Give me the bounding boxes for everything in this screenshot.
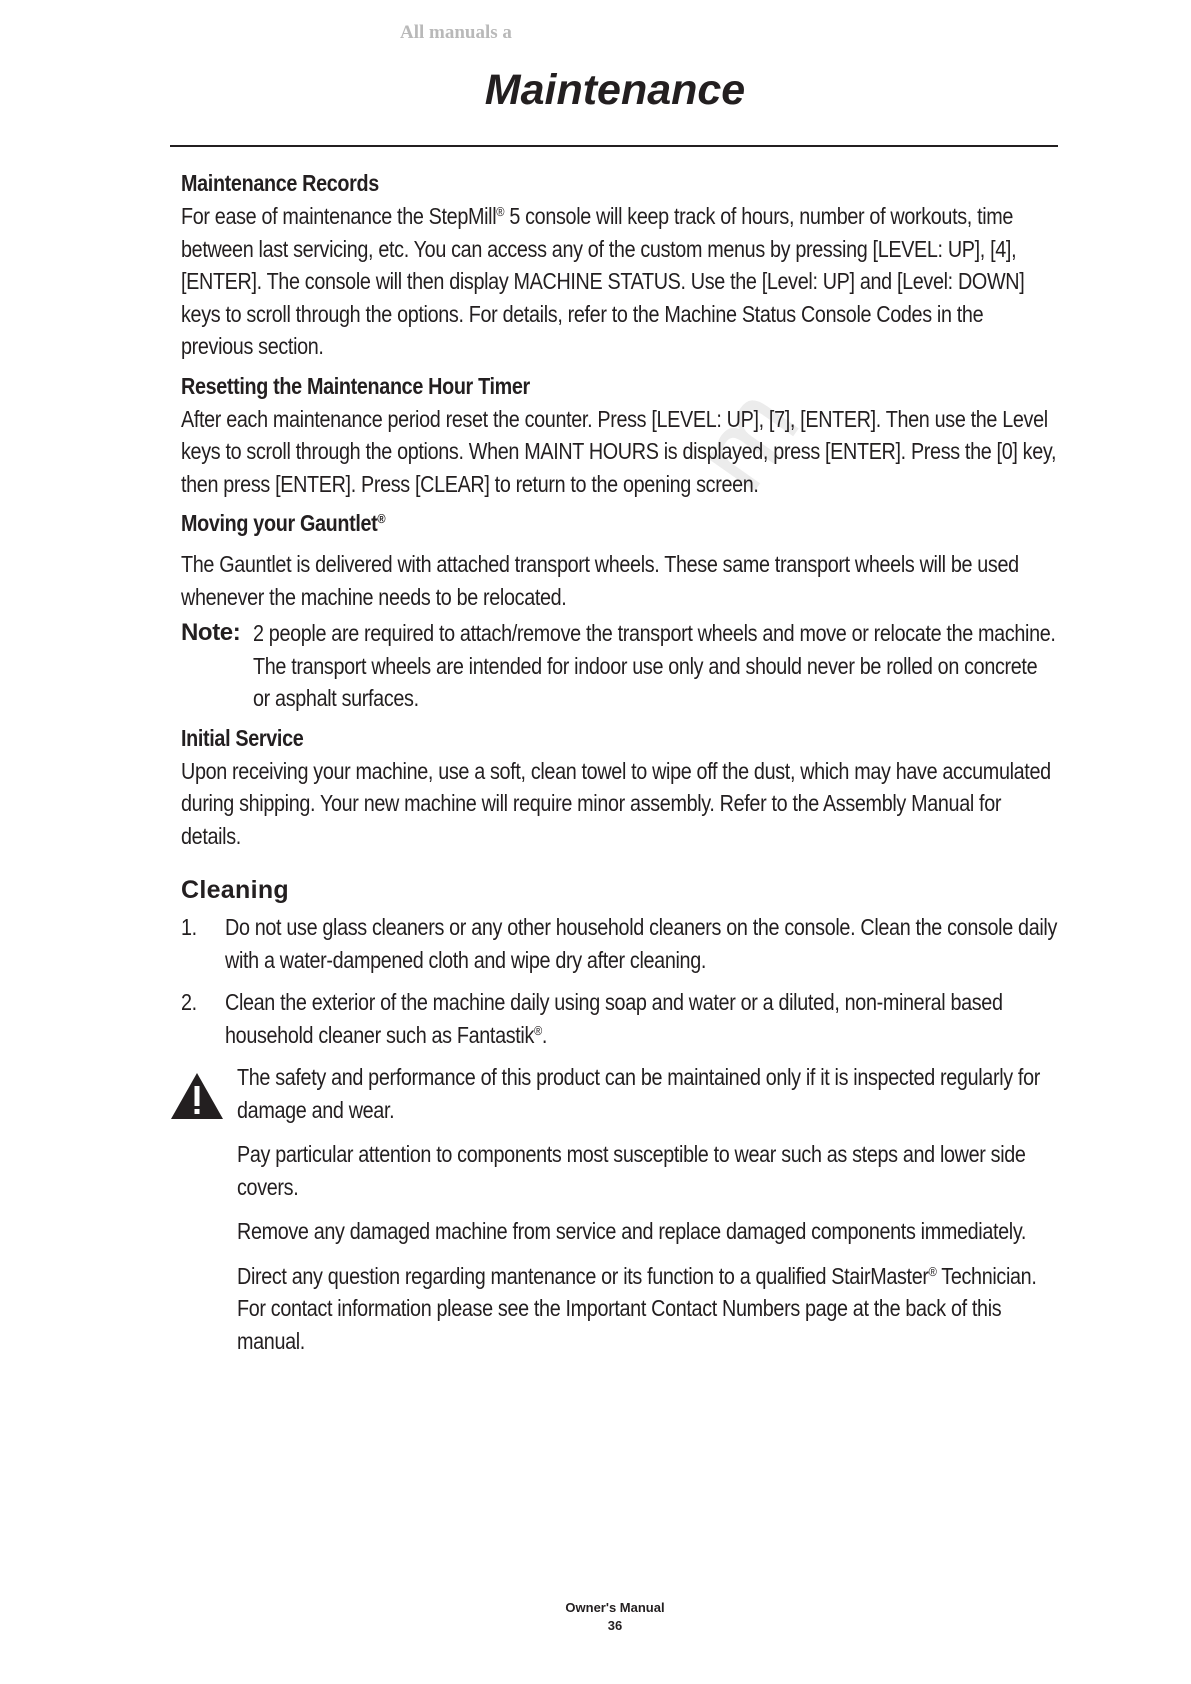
warning-block [181,1061,1061,1357]
moving-text: The Gauntlet is delivered with attached transport wheels. These same transport wheels will be used whenever the machine needs to be relocated. [181,551,1019,610]
warning-text-4: Direct any question regarding mantenance or its function to a qualified StairMaster® Technician. For contact information please see the Important Contact Numbers page at the back of this manual. [237,1262,1037,1354]
initial-service-text: Upon receiving your machine, use a soft, clean towel to wipe off the dust, which may have accumulated during shipping. Your new machine will require minor assembly. Refer to the Assembly Manual for details. [181,757,1051,849]
page-title: Maintenance [484,66,746,114]
footer-manual-label: Owner's Manual [565,1600,665,1615]
warning-text-1: The safety and performance of this product can be maintained only if it is inspected regularly for damage and wear. [237,1064,1040,1123]
page-footer [0,1599,1191,1635]
list-number: 1. [181,914,197,940]
warning-text-2: Pay particular attention to components most susceptible to wear such as steps and lower side covers. [237,1141,1026,1200]
diagonal-watermark: m [669,365,823,512]
watermark-text: All manuals a [400,22,512,43]
list-item-text: Do not use glass cleaners or any other household cleaners on the console. Clean the console daily with a water-dampened cloth and wipe dry after cleaning. [225,914,1058,973]
maintenance-records-heading: Maintenance Records [181,170,379,196]
list-number: 2. [181,989,197,1015]
list-item-text: Clean the exterior of the machine daily using soap and water or a diluted, non-mineral based household cleaner such as Fantastik®. [225,989,1003,1048]
maintenance-records-text: For ease of maintenance the StepMill® 5 console will keep track of hours, number of workouts, time between last servicing, etc. You can access any of the custom menus by pressing [LEVEL: UP], [4], [ENTER]. The console will then display MACHINE STATUS. Use the [Level: UP] and [Level: DOWN] keys to scroll through the options. For details, refer to the Machine Status Console Codes in the previous section. [181,203,1025,359]
moving-heading: Moving your Gauntlet® [181,510,386,536]
reset-timer-heading: Resetting the Maintenance Hour Timer [181,372,530,399]
initial-service-heading: Initial Service [181,724,304,751]
note-label: Note: [181,619,241,646]
note-block [181,617,1061,715]
warning-triangle-icon [169,1071,225,1121]
cleaning-heading: Cleaning [181,876,289,904]
warning-text-3: Remove any damaged machine from service and replace damaged components immediately. [237,1218,1027,1244]
page-content [181,160,1061,1369]
note-text: 2 people are required to attach/remove the transport wheels and move or relocate the machine. The transport wheels are intended for indoor use only and should never be rolled on concrete or asphalt surfaces. [253,620,1056,711]
reset-timer-text: After each maintenance period reset the counter. Press [LEVEL: UP], [7], [ENTER]. Then use the Level keys to scroll through the options. When MAINT HOURS is displayed, press [ENTER]. Press the [0] key, then press [ENTER]. Press [CLEAR] to return to the opening screen. [181,405,1057,497]
page-number: 36 [607,1618,623,1633]
list-item [181,911,1061,976]
list-item [181,986,1061,1051]
title-divider [170,145,1058,147]
